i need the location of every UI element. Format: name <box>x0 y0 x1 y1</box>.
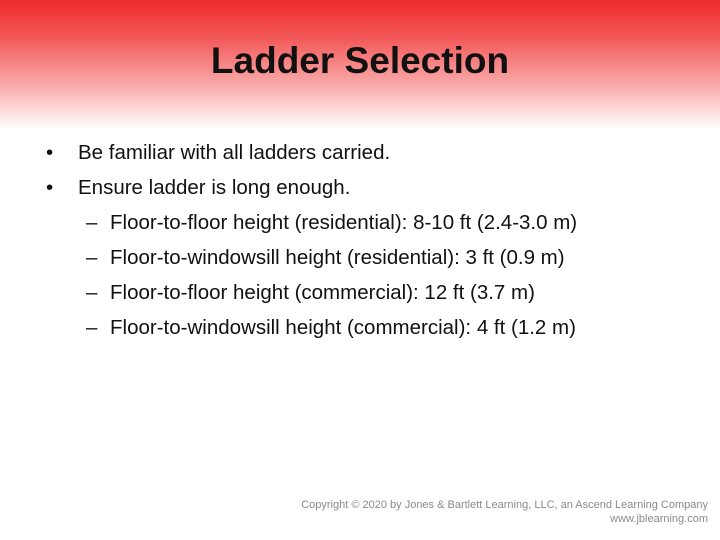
bullet-marker: • <box>46 176 54 199</box>
sub-bullet-item <box>0 240 720 275</box>
sub-bullet-item <box>0 205 720 240</box>
copyright-text: Copyright © 2020 by Jones & Bartlett Learning, LLC, an Ascend Learning Company <box>301 499 708 511</box>
bullet-text: Ensure ladder is long enough. <box>78 176 351 199</box>
copyright-footer <box>301 498 708 526</box>
bullet-marker: • <box>46 141 54 164</box>
sub-bullet-text: Floor-to-floor height (residential): 8-10 ft (2.4-3.0 m) <box>110 211 578 234</box>
slide-title: Ladder Selection <box>210 40 510 81</box>
sub-bullet-text: Floor-to-windowsill height (residential): 3 ft (0.9 m) <box>110 246 565 269</box>
bullet-text: Be familiar with all ladders carried. <box>78 141 391 164</box>
bullet-list <box>0 135 720 345</box>
bullet-item <box>0 170 720 205</box>
website-text: www.jblearning.com <box>610 513 708 525</box>
sub-bullet-marker: – <box>86 246 98 269</box>
bullet-item <box>0 135 720 170</box>
sub-bullet-text: Floor-to-floor height (commercial): 12 ft (3.7 m) <box>110 281 535 304</box>
sub-bullet-text: Floor-to-windowsill height (commercial): 4 ft (1.2 m) <box>110 316 576 339</box>
sub-bullet-marker: – <box>86 316 98 339</box>
sub-bullet-marker: – <box>86 281 98 304</box>
sub-bullet-marker: – <box>86 211 98 234</box>
sub-bullet-item <box>0 275 720 310</box>
sub-bullet-item <box>0 310 720 345</box>
